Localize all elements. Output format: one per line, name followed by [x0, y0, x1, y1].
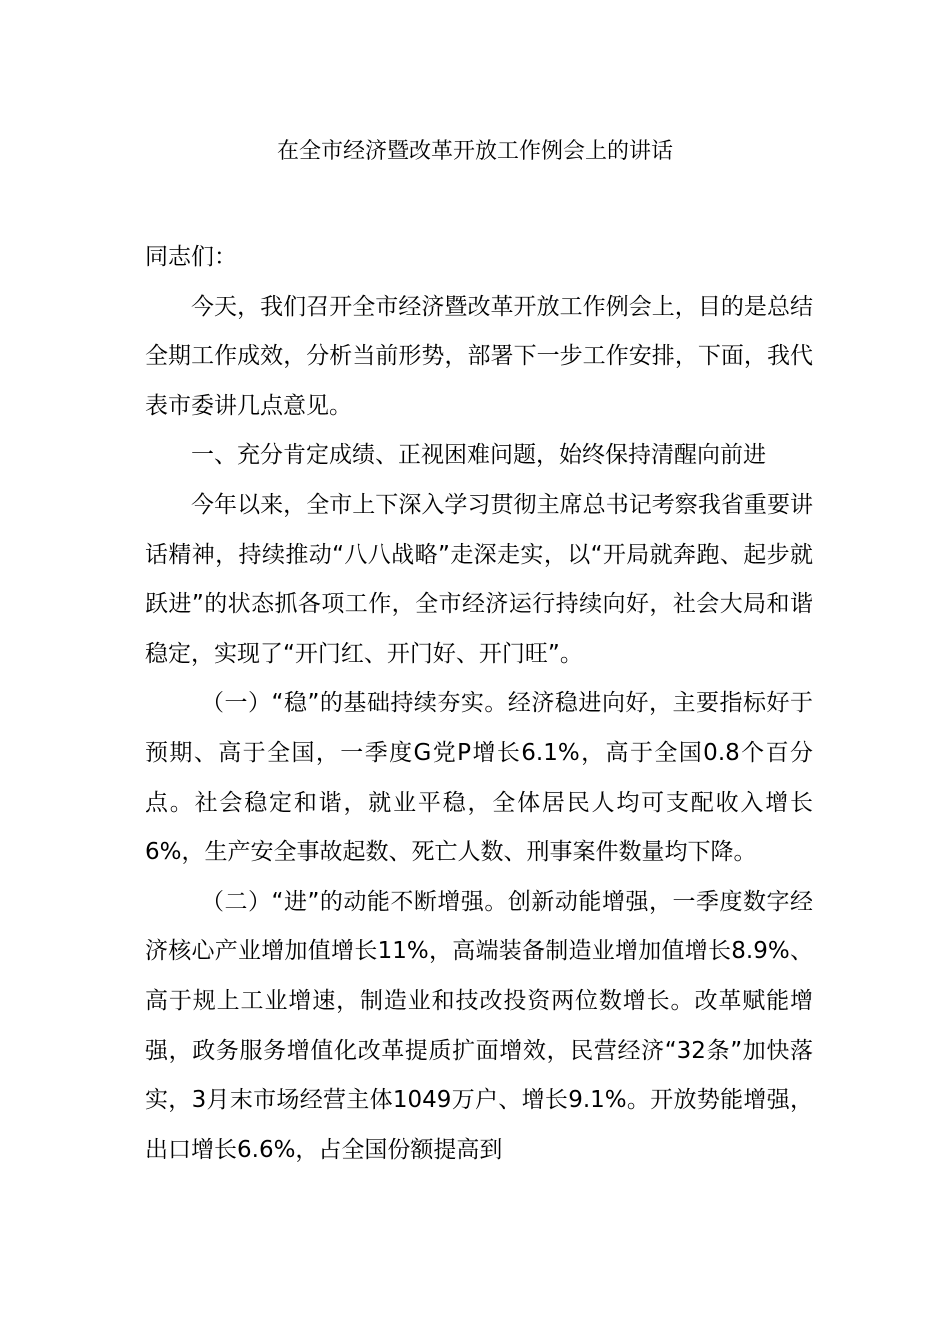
paragraph-achievements: 今年以来，全市上下深入学习贯彻主席总书记考察我省重要讲话精神，持续推动“八八战略”走深走实，以“开局就奔跑、起步就跃进”的状态抓各项工作，全市经济运行持续向好，社会大局和谐稳定，实现了“开门红、开门好、开门旺”。 — [145, 491, 813, 667]
section-heading-1: 一、充分肯定成绩、正视困难问题，始终保持清醒向前进 — [191, 442, 766, 469]
paragraph-momentum: （二）“进”的动能不断增强。创新动能增强，一季度数字经济核心产业增加值增长11%，高端装备制造业增加值增长8.9%、高于规上工业增速，制造业和技改投资两位数增长。改革赋能增强，政务服务增值化改革提质扩面增效，民营经济“32条”加快落实，3月末市场经营主体1049万户、增长9.1%。开放势能增强，出口增长6.6%，占全国份额提高到 — [145, 888, 813, 1163]
document-title: 在全市经济暨改革开放工作例会上的讲话 — [276, 139, 673, 164]
paragraph-stability: （一）“稳”的基础持续夯实。经济稳进向好，主要指标好于预期、高于全国，一季度G党P增长6.1%，高于全国0.8个百分点。社会稳定和谐，就业平稳，全体居民人均可支配收入增长6%，生产安全事故起数、死亡人数、刑事案件数量均下降。 — [145, 690, 813, 866]
paragraph-intro: 今天，我们召开全市经济暨改革开放工作例会上，目的是总结全期工作成效，分析当前形势，部署下一步工作安排，下面，我代表市委讲几点意见。 — [145, 293, 813, 419]
document-body — [145, 233, 813, 1175]
salutation: 同志们： — [145, 244, 237, 270]
